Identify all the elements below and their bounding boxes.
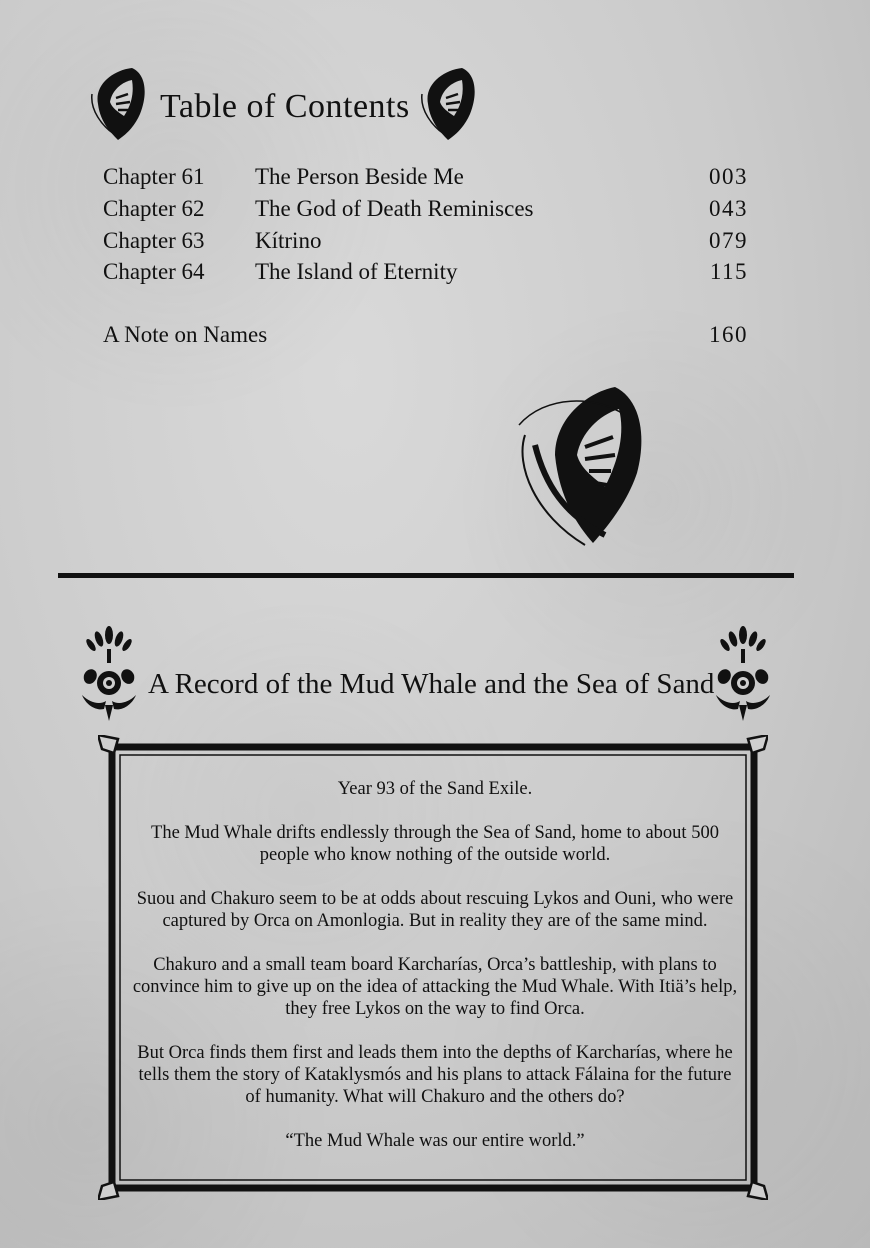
chapter-title: The God of Death Reminisces [255,196,534,221]
summary-paragraph: Suou and Chakuro seem to be at odds about rescuing Lykos and Ouni, who were captured by Orca on Amonlogia. But in reality they are of the same mind. [136,889,734,931]
whale-emblem-icon [515,385,650,550]
page-number: 115 [709,259,748,284]
section-divider [58,573,794,578]
summary-quote: “The Mud Whale was our entire world.” [285,1131,585,1151]
tribal-ornament-icon [78,625,140,725]
chapter-title: The Island of Eternity [255,259,458,284]
toc-entry[interactable] [103,164,748,194]
whale-emblem-icon [88,64,150,144]
summary-text [130,778,740,1174]
toc-entry-note[interactable] [103,322,748,352]
whale-emblem-icon [418,64,480,144]
toc-entry[interactable] [103,196,748,226]
chapter-number: Chapter 61 [103,164,205,189]
page-number: 160 [709,322,748,347]
summary-paragraph: Year 93 of the Sand Exile. [337,779,533,799]
toc-title: Table of Contents [160,88,410,125]
summary-paragraph: The Mud Whale drifts endlessly through the Sea of Sand, home to about 500 people who know nothing of the outside world. [151,823,719,865]
tribal-ornament-icon [712,625,774,725]
page-number: 079 [709,228,748,253]
chapter-number: Chapter 62 [103,196,205,221]
page-number: 043 [709,196,748,221]
chapter-title: Kítrino [255,228,322,253]
toc-entry[interactable] [103,259,748,289]
note-title: A Note on Names [103,322,268,347]
page-number: 003 [709,164,748,189]
summary-paragraph: But Orca finds them first and leads them into the depths of Karcharías, where he tells them the story of Kataklysmós and his plans to attack Fálaina for the future of humanity. What will Chakuro and the others do? [137,1043,733,1107]
toc-entry[interactable] [103,228,748,258]
chapter-number: Chapter 63 [103,228,205,253]
record-title: A Record of the Mud Whale and the Sea of Sand [148,668,715,700]
chapter-number: Chapter 64 [103,259,205,284]
summary-paragraph: Chakuro and a small team board Karcharías, Orca’s battleship, with plans to convince him to give up on the idea of attacking the Mud Whale. With Itiä’s help, they free Lykos on the way to find Orca. [132,955,738,1019]
chapter-title: The Person Beside Me [255,164,464,189]
